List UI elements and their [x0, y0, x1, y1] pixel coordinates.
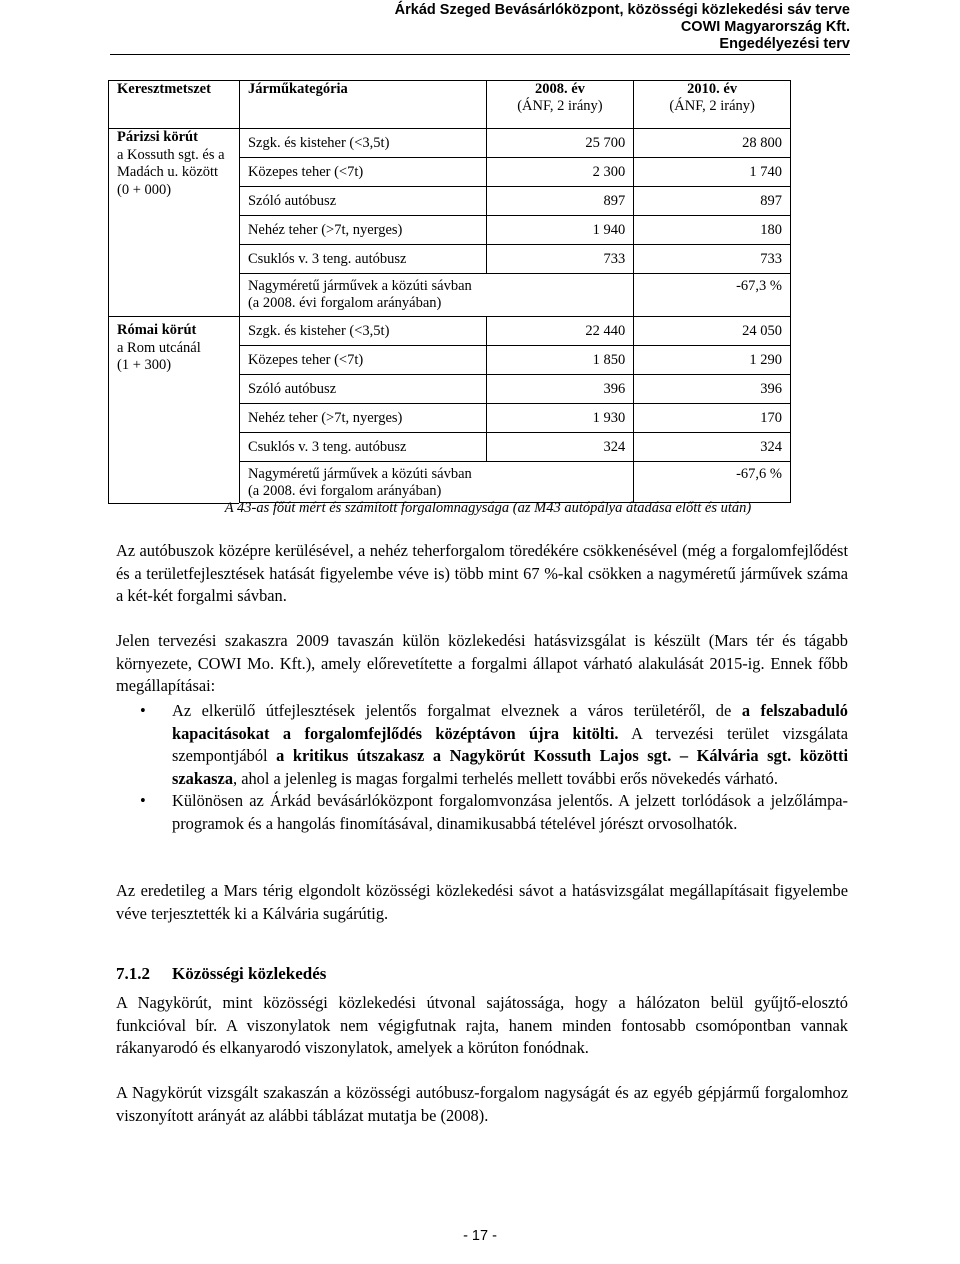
- header-line-3: Engedélyezési terv: [719, 36, 850, 52]
- section-number: 7.1.2: [116, 964, 150, 983]
- category-cell: Szóló autóbusz: [239, 375, 486, 404]
- value-2010: 28 800: [634, 129, 791, 158]
- paragraph-5: A Nagykörút vizsgált szakaszán a közösségi autóbusz-forgalom nagyságát és az egyéb gépjármű forgalomhoz viszonyított arányát az alábbi táblázat mutatja be (2008).: [116, 1083, 848, 1125]
- value-2008: 897: [486, 187, 634, 216]
- header-2010-unit: (ÁNF, 2 irány): [669, 98, 755, 114]
- category-cell: Csuklós v. 3 teng. autóbusz: [239, 433, 486, 462]
- value-2008: 396: [486, 375, 634, 404]
- header-2010: [634, 81, 791, 129]
- location-cell: [109, 129, 240, 317]
- summary-line: (a 2008. évi forgalom arányában): [247, 295, 442, 311]
- list-item: [116, 700, 848, 790]
- value-2008: 1 850: [486, 346, 634, 375]
- value-2010: 1 740: [634, 158, 791, 187]
- location-line: a Rom utcánál: [117, 339, 201, 356]
- summary-label: [239, 462, 633, 503]
- category-cell: Nehéz teher (>7t, nyerges): [239, 404, 486, 433]
- bullet-text: Különösen az Árkád bevásárlóközpont forgalomvonzása jelentős. A jelzett torlódások a jelzőlámpa-programok és a hangolás finomításával, dinamikusabbá tételével jórészt orvosolhatók.: [172, 791, 848, 833]
- header-2008-year: 2008. év: [534, 81, 585, 97]
- bullet-bold-text: a felszabaduló kapacitásokat a forgalomfejlődés középtávon újra kitölti.: [172, 701, 848, 743]
- bullet-text: , ahol a jelenleg is magas forgalmi terhelés mellett további erős növekedés várható.: [233, 768, 778, 788]
- value-2010: 324: [634, 433, 791, 462]
- header-2008: [486, 81, 634, 129]
- header-vehicle-category: Járműkategória: [239, 81, 486, 129]
- value-2008: 25 700: [486, 129, 634, 158]
- section-title: Közösségi közlekedés: [172, 964, 327, 983]
- summary-line: (a 2008. évi forgalom arányában): [247, 483, 442, 499]
- header-rule: [110, 54, 850, 55]
- bullet-icon: •: [140, 791, 146, 811]
- page-number: - 17 -: [463, 1228, 497, 1244]
- category-cell: Szgk. és kisteher (<3,5t): [239, 129, 486, 158]
- location-line: Madách u. között: [117, 164, 219, 180]
- table-row: [109, 317, 791, 346]
- paragraph-1: Az autóbuszok középre kerülésével, a nehéz teherforgalom töredékére csökkenésével (még a forgalomfejlődést és a területfejlesztések hatását figyelembe véve is) több mint 67 %-kal csökken a nagyméretű járművek száma a két-két forgalmi sávban.: [116, 541, 848, 606]
- value-2008: 733: [486, 245, 634, 274]
- location-line: a Kossuth sgt. és a: [117, 146, 225, 163]
- value-2008: 1 940: [486, 216, 634, 245]
- bullet-icon: •: [140, 701, 146, 720]
- summary-value: -67,3 %: [634, 274, 791, 317]
- paragraph-2: Jelen tervezési szakaszra 2009 tavaszán külön közlekedési hatásvizsgálat is készült (Mars tér és tágabb környezete, COWI Mo. Kft.), amely előrevetítette a forgalmi állapot várható alakulását 2015-ig. Ennek főbb megállapításai:: [116, 631, 848, 696]
- header-line-2: COWI Magyarország Kft.: [680, 19, 850, 35]
- value-2008: 1 930: [486, 404, 634, 433]
- page-header: [110, 2, 850, 53]
- summary-value: -67,6 %: [634, 462, 791, 503]
- summary-line: Nagyméretű járművek a közúti sávban: [247, 278, 472, 294]
- header-cross-section: Keresztmetszet: [109, 81, 240, 129]
- value-2010: 733: [634, 245, 791, 274]
- location-title: Római körút: [117, 322, 197, 338]
- value-2008: 324: [486, 433, 634, 462]
- category-cell: Közepes teher (<7t): [239, 158, 486, 187]
- findings-list: [116, 700, 848, 836]
- header-2008-unit: (ÁNF, 2 irány): [517, 98, 603, 114]
- table-caption: A 43-as főút mért és számított forgalomnagysága (az M43 autópálya átadása előtt és után): [224, 500, 752, 516]
- category-cell: Csuklós v. 3 teng. autóbusz: [239, 245, 486, 274]
- category-cell: Közepes teher (<7t): [239, 346, 486, 375]
- bullet-text: Az elkerülő útfejlesztések jelentős forgalmat elveznek a város területéről, de: [172, 701, 742, 720]
- location-title: Párizsi körút: [117, 129, 198, 145]
- header-2010-year: 2010. év: [687, 81, 738, 97]
- value-2008: 2 300: [486, 158, 634, 187]
- summary-label: [239, 274, 633, 317]
- value-2010: 180: [634, 216, 791, 245]
- value-2010: 396: [634, 375, 791, 404]
- location-chainage: (1 + 300): [117, 357, 172, 373]
- traffic-table: [108, 80, 791, 504]
- summary-line: Nagyméretű járművek a közúti sávban: [247, 466, 472, 482]
- header-line-1: Árkád Szeged Bevásárlóközpont, közösségi közlekedési sáv terve: [394, 2, 850, 18]
- value-2010: 1 290: [634, 346, 791, 375]
- value-2010: 897: [634, 187, 791, 216]
- location-chainage: (0 + 000): [117, 181, 172, 198]
- category-cell: Szgk. és kisteher (<3,5t): [239, 317, 486, 346]
- value-2008: 22 440: [486, 317, 634, 346]
- list-item: [116, 790, 848, 835]
- bullet-text: A tervezési terület vizsgálata szempontjából: [172, 723, 848, 766]
- paragraph-3: Az eredetileg a Mars térig elgondolt közösségi közlekedési sávot a hatásvizsgálat megállapításait figyelembe véve terjesztették ki a Kálvária sugárútig.: [116, 881, 848, 923]
- value-2010: 170: [634, 404, 791, 433]
- bullet-bold-text: a kritikus útszakasz a Nagykörút Kossuth Lajos sgt. – Kálvária sgt. közötti szakasza: [172, 746, 848, 788]
- category-cell: Szóló autóbusz: [239, 187, 486, 216]
- paragraph-4: A Nagykörút, mint közösségi közlekedési útvonal sajátossága, hogy a hálózaton belül gyűjtő-elosztó funkcióval bír. A viszonylatok nem végigfutnak rajta, hanem minden fontosabb csomópontban vannak rákanyarodó és elkanyarodó viszonylatok, amelyek a körúton fonódnak.: [116, 993, 848, 1058]
- value-2010: 24 050: [634, 317, 791, 346]
- category-cell: Nehéz teher (>7t, nyerges): [239, 216, 486, 245]
- table-row: [109, 129, 791, 158]
- section-heading: [116, 964, 326, 984]
- location-cell: [109, 317, 240, 504]
- table-header-row: [109, 81, 791, 129]
